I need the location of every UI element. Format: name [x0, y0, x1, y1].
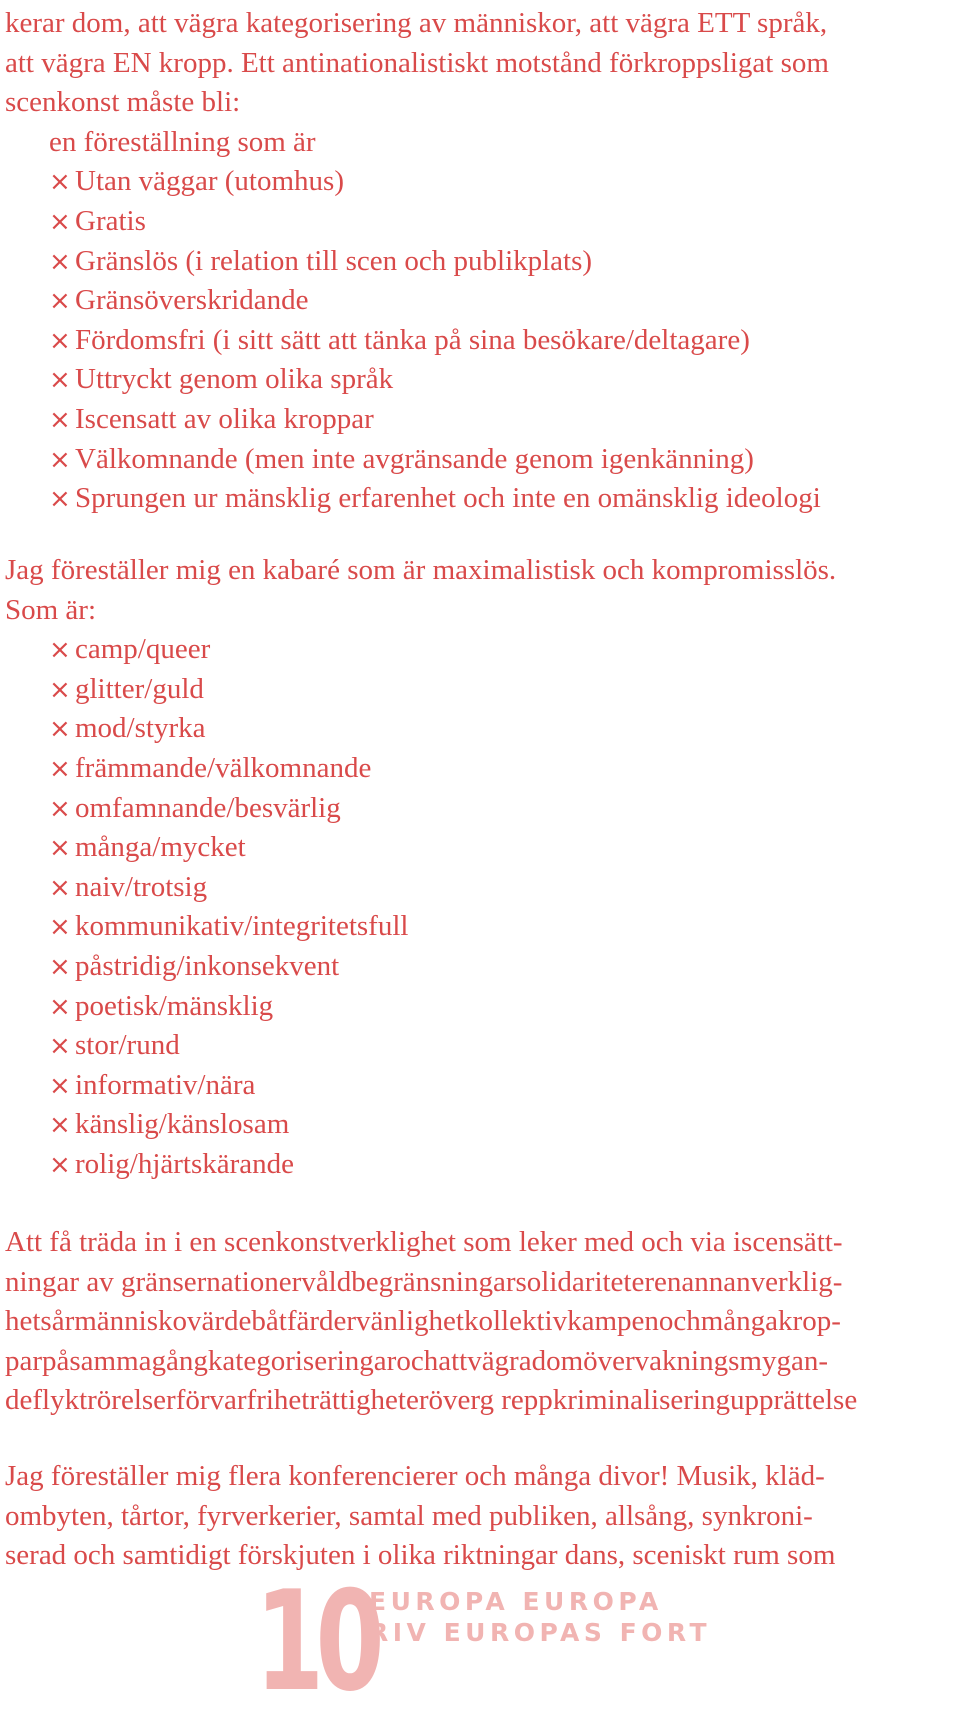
cross-bullet-icon: × — [49, 951, 71, 982]
cross-bullet-icon: × — [49, 1149, 71, 1180]
text-line: ningar av gränsernationervåldbegränsningarsolidariteterenannanverklig- — [5, 1265, 843, 1298]
list-item — [5, 789, 955, 829]
list-item-label: poetisk/mänsklig — [75, 989, 274, 1022]
list-item — [5, 162, 955, 202]
list-item-label: främmande/välkomnande — [75, 751, 372, 784]
list-item-label: känslig/känslosam — [75, 1108, 290, 1141]
cross-bullet-icon: × — [49, 365, 71, 396]
cross-bullet-icon: × — [49, 325, 71, 356]
list-item — [5, 749, 955, 789]
list-item-label: Välkomnande (men inte avgränsande genom igenkänning) — [75, 442, 754, 475]
cross-bullet-icon: × — [49, 1031, 71, 1062]
list-item-label: glitter/guld — [75, 672, 204, 705]
text-line: scenkonst måste bli: — [5, 86, 241, 119]
cross-bullet-icon: × — [49, 444, 71, 475]
list-item — [5, 360, 955, 400]
list-item — [5, 400, 955, 440]
list-item-label: kommunikativ/integritetsfull — [75, 910, 409, 943]
list-item — [5, 709, 955, 749]
text-line: Jag föreställer mig en kabaré som är maximalistisk och kompromisslös. — [5, 554, 837, 586]
list-item-label: Iscensatt av olika kroppar — [75, 402, 374, 435]
list-item-label: rolig/hjärtskärande — [75, 1147, 295, 1180]
list-item — [5, 670, 955, 710]
cross-bullet-icon: × — [49, 246, 71, 277]
cross-bullet-icon: × — [49, 833, 71, 864]
list-item — [5, 479, 955, 519]
list-item — [5, 1105, 955, 1145]
list-item-label: informativ/nära — [75, 1068, 256, 1101]
text-line: ombyten, tårtor, fyrverkerier, samtal med publiken, allsång, synkroni- — [5, 1499, 813, 1532]
cross-bullet-icon: × — [49, 753, 71, 784]
list-item-label: naiv/trotsig — [75, 870, 208, 903]
list-item-label: stor/rund — [75, 1029, 180, 1062]
cross-bullet-icon: × — [49, 991, 71, 1022]
footer-title-line-1: EUROPA EUROPA — [369, 1587, 663, 1616]
cross-bullet-icon: × — [49, 1110, 71, 1141]
list-item-label: Sprungen ur mänsklig erfarenhet och inte en omänsklig ideologi — [75, 482, 821, 515]
list-item-label: camp/queer — [75, 633, 211, 666]
cross-bullet-icon: × — [49, 635, 71, 666]
text-line: kerar dom, att vägra kategorisering av människor, att vägra ETT språk, — [5, 7, 828, 39]
list-item — [5, 202, 955, 242]
cross-bullet-icon: × — [49, 793, 71, 824]
cross-bullet-icon: × — [49, 872, 71, 903]
cross-bullet-icon: × — [49, 674, 71, 705]
list-item-label: påstridig/inkonsekvent — [75, 949, 340, 982]
page-number: 10 — [255, 1561, 376, 1722]
list-item — [5, 1026, 955, 1066]
cross-bullet-icon: × — [49, 167, 71, 198]
list-item-label: Utan väggar (utomhus) — [75, 165, 344, 198]
list-item — [5, 242, 955, 282]
text-line: att vägra EN kropp. Ett antinationalistiskt motstånd förkroppsligat som — [5, 46, 829, 79]
list-item-label: Gränsöverskridande — [75, 284, 309, 317]
list-item — [5, 1066, 955, 1106]
text-line: Att få träda in i en scenkonstverklighet som leker med och via iscensätt- — [5, 1226, 843, 1258]
list-intro: en föreställning som är — [49, 125, 316, 158]
text-line: parpåsammagångkategoriseringarochattvägradomövervakningsmygan- — [5, 1344, 828, 1377]
list-item-label: Gränslös (i relation till scen och publikplats) — [75, 244, 593, 277]
text-line: Jag föreställer mig flera konferencierer och många divor! Musik, kläd- — [5, 1460, 825, 1492]
list-item — [5, 947, 955, 987]
cross-bullet-icon: × — [49, 404, 71, 435]
paragraph-block-3 — [5, 1223, 955, 1421]
text-line: hetsårmänniskovärdebåtfärdervänlighetkollektivkampenochmångakrop- — [5, 1305, 841, 1338]
text-line: deflyktrörelserförvarfriheträttigheteröverg reppkriminaliseringupprättelse — [5, 1384, 858, 1417]
cross-bullet-icon: × — [49, 1070, 71, 1101]
list-item-label: många/mycket — [75, 831, 246, 864]
cross-bullet-icon: × — [49, 714, 71, 745]
cross-bullet-icon: × — [49, 912, 71, 943]
list-item — [5, 1145, 955, 1185]
cross-bullet-icon: × — [49, 206, 71, 237]
list-item — [5, 440, 955, 480]
list-item — [5, 987, 955, 1027]
list-item-label: Fördomsfri (i sitt sätt att tänka på sina besökare/deltagare) — [75, 323, 750, 356]
text-line: Som är: — [5, 593, 97, 626]
cross-bullet-icon: × — [49, 484, 71, 515]
list-item-label: omfamnande/besvärlig — [75, 791, 341, 824]
paragraph-block-1 — [5, 4, 955, 519]
list-item — [5, 868, 955, 908]
list-item — [5, 828, 955, 868]
paragraph-block-2 — [5, 551, 955, 1185]
footer-title-line-2: RIV EUROPAS FORT — [369, 1618, 712, 1647]
list-item-label: Uttryckt genom olika språk — [75, 363, 394, 396]
list-item — [5, 907, 955, 947]
list-item-label: mod/styrka — [75, 712, 206, 745]
list-item-label: Gratis — [75, 204, 146, 237]
paragraph-block-4 — [5, 1457, 955, 1576]
list-item — [5, 321, 955, 361]
cross-bullet-icon: × — [49, 286, 71, 317]
list-item — [5, 630, 955, 670]
text-line: serad och samtidigt förskjuten i olika riktningar dans, sceniskt rum som — [5, 1539, 836, 1572]
list-item — [5, 281, 955, 321]
